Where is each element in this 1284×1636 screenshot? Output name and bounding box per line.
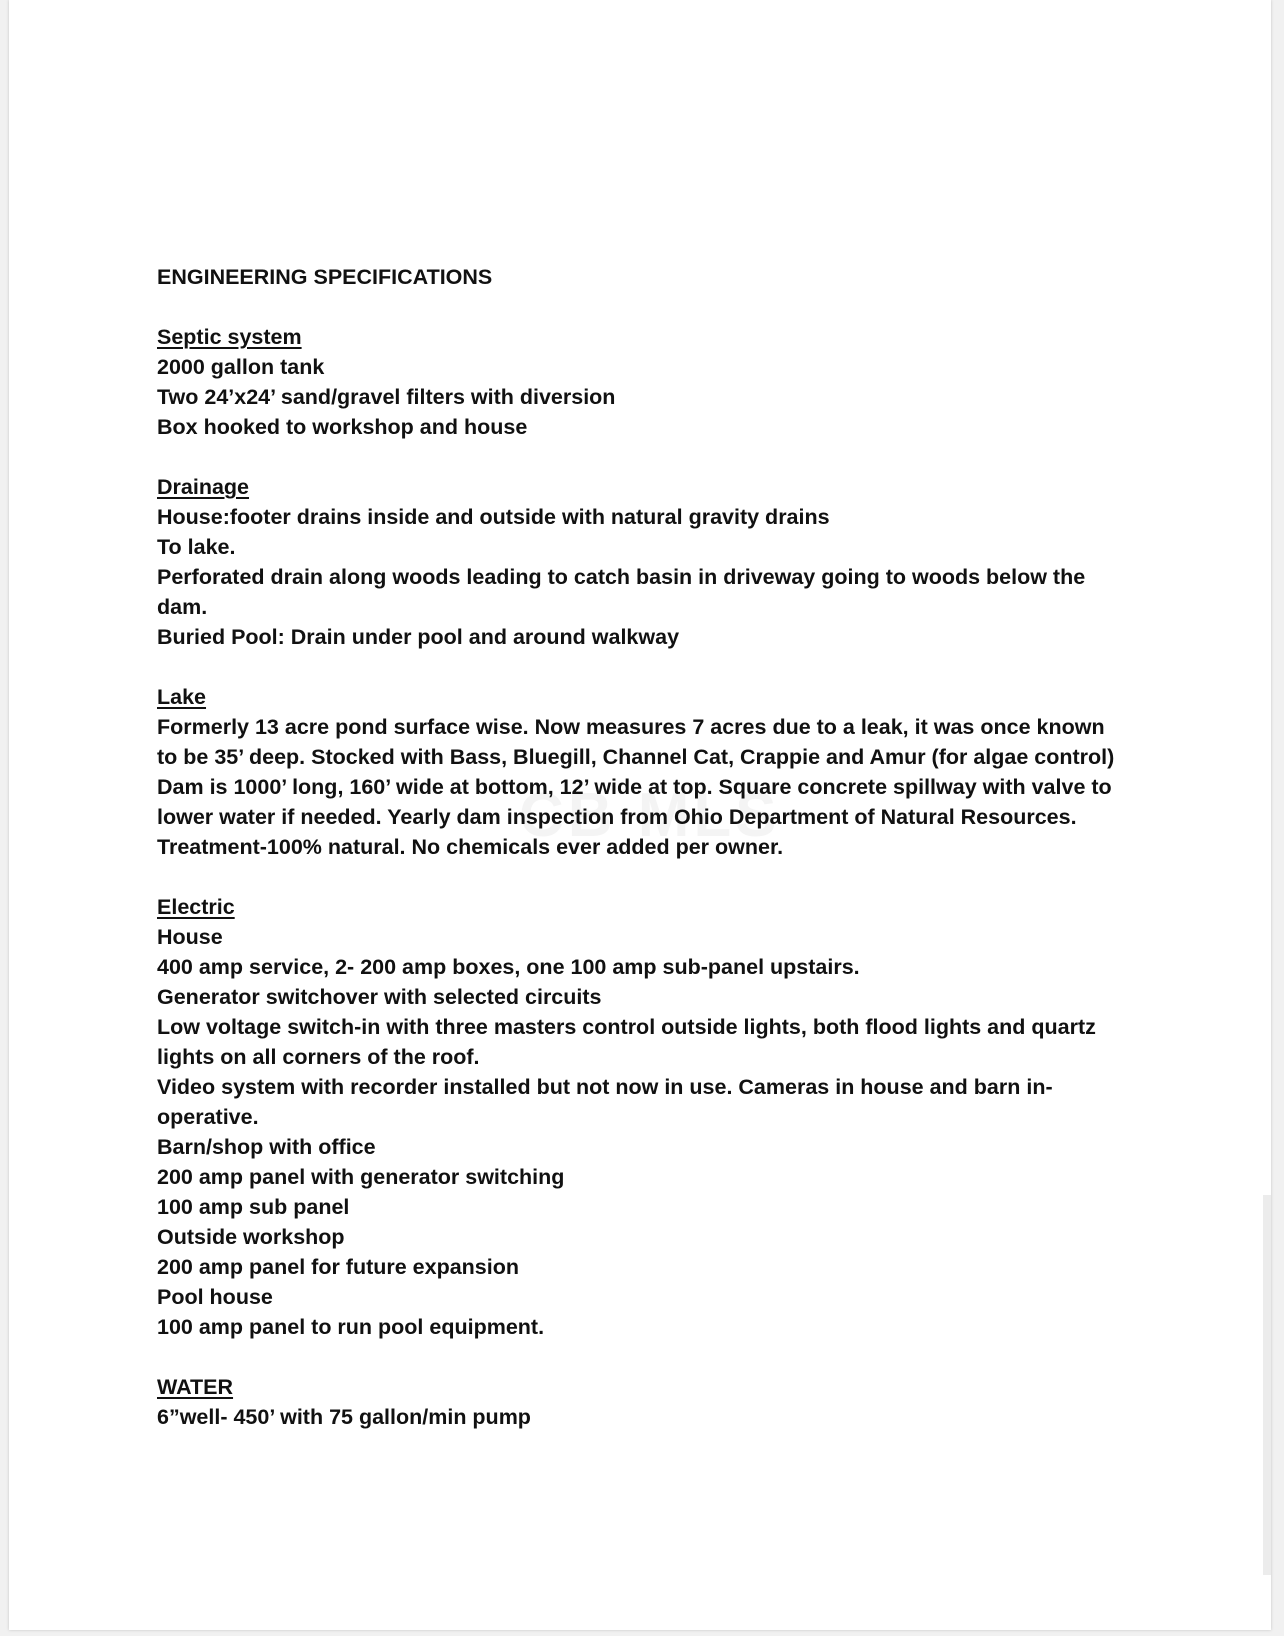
spec-line: Outside workshop [157,1225,345,1249]
section-heading: Drainage [157,475,250,499]
section-septic-system [157,322,1117,442]
document-title: ENGINEERING SPECIFICATIONS [157,265,493,289]
spec-line: Two 24’x24’ sand/gravel filters with diversion [157,385,616,409]
spec-line: 200 amp panel for future expansion [157,1255,520,1279]
spec-paragraph: Formerly 13 acre pond surface wise. Now measures 7 acres due to a leak, it was once known to be 35’ deep. Stocked with Bass, Bluegill, Channel Cat, Crappie and Amur (for algae control) [157,715,1115,769]
page-edge-shadow [1263,1195,1271,1575]
spec-line: 200 amp panel with generator switching [157,1165,565,1189]
spec-line: Perforated drain along woods leading to catch basin in driveway going to woods below the dam. [157,565,1086,619]
spec-line: 100 amp sub panel [157,1195,350,1219]
section-lake [157,682,1117,862]
spec-line: 100 amp panel to run pool equipment. [157,1315,545,1339]
spec-paragraph: Dam is 1000’ long, 160’ wide at bottom, 12’ wide at top. Square concrete spillway with valve to lower water if needed. Yearly dam inspection from Ohio Department of Natural Resources. Treatment-100% natural. No chemicals ever added per owner. [157,775,1112,859]
section-drainage [157,472,1117,652]
spec-line: Barn/shop with office [157,1135,376,1159]
section-heading: Electric [157,895,235,919]
spec-line: Generator switchover with selected circuits [157,985,602,1009]
section-heading: WATER [157,1375,234,1399]
spec-line: Video system with recorder installed but not now in use. Cameras in house and barn in-operative. [157,1075,1053,1129]
spec-line: 6”well- 450’ with 75 gallon/min pump [157,1405,531,1429]
spec-line: Pool house [157,1285,273,1309]
spec-line: House:footer drains inside and outside with natural gravity drains [157,505,830,529]
document-body [157,262,1117,1462]
spec-line: House [157,925,223,949]
spec-line: Buried Pool: Drain under pool and around walkway [157,625,680,649]
section-electric [157,892,1117,1342]
section-heading: Lake [157,685,207,709]
document-page [9,0,1271,1630]
section-heading: Septic system [157,325,302,349]
section-water [157,1372,1117,1432]
spec-line: To lake. [157,535,236,559]
spec-line: 2000 gallon tank [157,355,325,379]
spec-line: Box hooked to workshop and house [157,415,528,439]
spec-line: 400 amp service, 2- 200 amp boxes, one 100 amp sub-panel upstairs. [157,955,860,979]
spec-line: Low voltage switch-in with three masters control outside lights, both flood lights and quartz lights on all corners of the roof. [157,1015,1096,1069]
